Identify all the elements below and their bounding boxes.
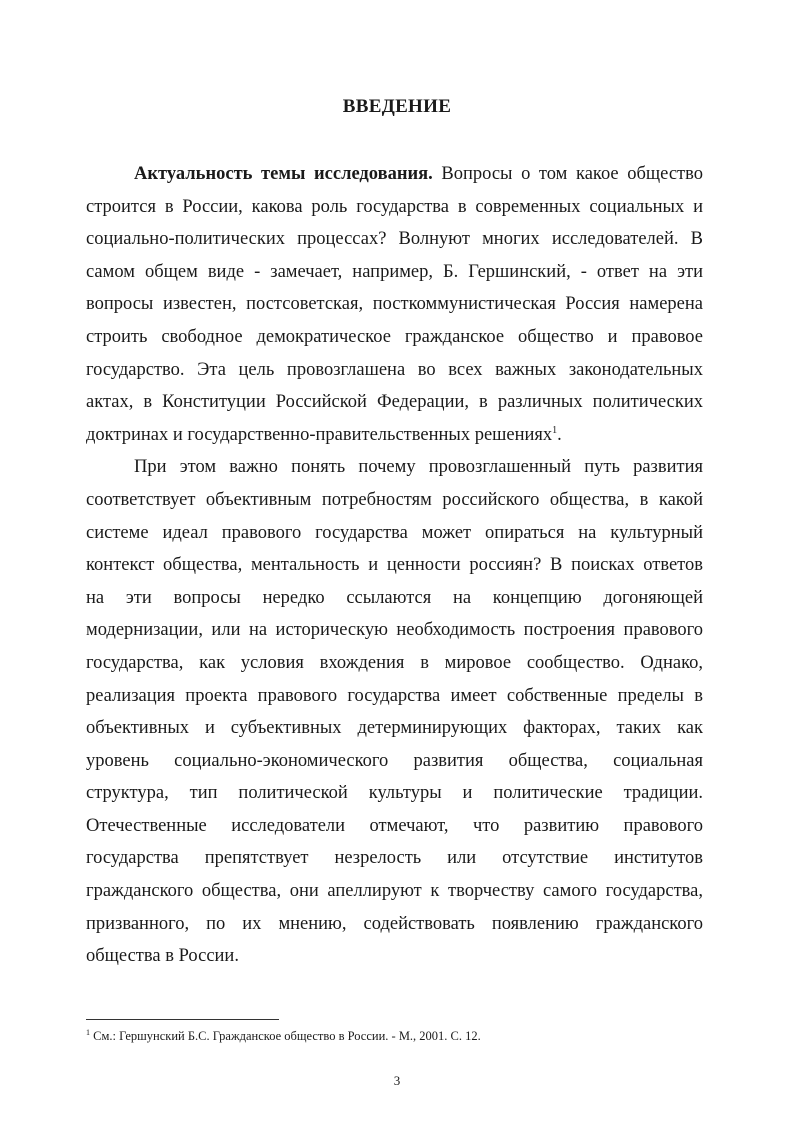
paragraph-line: Отечественные исследователи отмечают, что развитию правового: [86, 815, 703, 836]
footnote-divider: [86, 1019, 279, 1020]
paragraph-line: строить свободное демократическое гражданское общество и правовое: [86, 326, 703, 347]
paragraph-state: [86, 451, 703, 973]
paragraph-line: государство. Эта цель провозглашена во всех важных законодательных: [86, 359, 703, 380]
paragraph-line: [86, 419, 703, 452]
paragraph-line: государства препятствует незрелость или отсутствие институтов: [86, 848, 703, 869]
paragraph-line: структура, тип политической культуры и политические традиции.: [86, 783, 703, 804]
paragraph-line: системе идеал правового государства может опираться на культурный: [86, 522, 703, 543]
paragraph-line-text: Вопросы о том какое общество: [432, 164, 703, 184]
body-text: [86, 158, 703, 973]
paragraph-line-text: доктринах и государственно-правительственных решениях: [86, 424, 553, 445]
paragraph-line: на эти вопросы нередко ссылаются на концепцию догоняющей: [86, 587, 703, 608]
paragraph-line: государства, как условия вхождения в мировое сообщество. Однако,: [86, 652, 703, 673]
paragraph-line: объективных и субъективных детерминирующих факторах, таких как: [86, 718, 703, 739]
paragraph-line: реализация проекта правового государства имеет собственные пределы в: [86, 685, 703, 706]
footnote-text: См.: Гершунский Б.С. Гражданское общество в России. - М., 2001. С. 12.: [90, 1029, 481, 1043]
paragraph-line: контекст общества, ментальность и ценности россиян? В поисках ответов: [86, 555, 703, 576]
paragraph-line: актах, в Конституции Российской Федерации, в различных политических: [86, 392, 703, 413]
paragraph-line: призванного, по их мнению, содействовать появлению гражданского: [86, 913, 703, 934]
paragraph-line: гражданского общества, они апеллируют к творчеству самого государства,: [86, 881, 703, 902]
paragraph-line: уровень социально-экономического развития общества, социальная: [86, 750, 703, 771]
paragraph-line: [86, 158, 703, 191]
footnote-marker: 1: [86, 1027, 90, 1037]
page-title: ВВЕДЕНИЕ: [342, 96, 452, 117]
paragraph-relevance: [86, 158, 703, 451]
paragraph-lead: Актуальность темы исследования.: [134, 164, 433, 184]
paragraph-line: строится в России, какова роль государства в современных социальных и: [86, 196, 703, 217]
paragraph-line: соответствует объективным потребностям российского общества, в какой: [86, 489, 703, 510]
paragraph-line: вопросы известен, постсоветская, посткоммунистическая Россия намерена: [86, 294, 703, 315]
paragraph-line: социально-политических процессах? Волнуют многих исследователей. В: [86, 229, 703, 250]
page-number: 3: [393, 1073, 401, 1088]
paragraph-line: модернизации, или на историческую необходимость построения правового: [86, 620, 703, 641]
paragraph-line: общества в России.: [86, 946, 239, 967]
footnote: [86, 1028, 706, 1044]
paragraph-line: При этом важно понять почему провозглашенный путь развития: [134, 457, 703, 478]
paragraph-line: самом общем виде - замечает, например, Б. Гершинский, - ответ на эти: [86, 261, 703, 282]
footnote-reference[interactable]: 1: [552, 424, 558, 436]
paragraph-end: .: [557, 424, 562, 445]
